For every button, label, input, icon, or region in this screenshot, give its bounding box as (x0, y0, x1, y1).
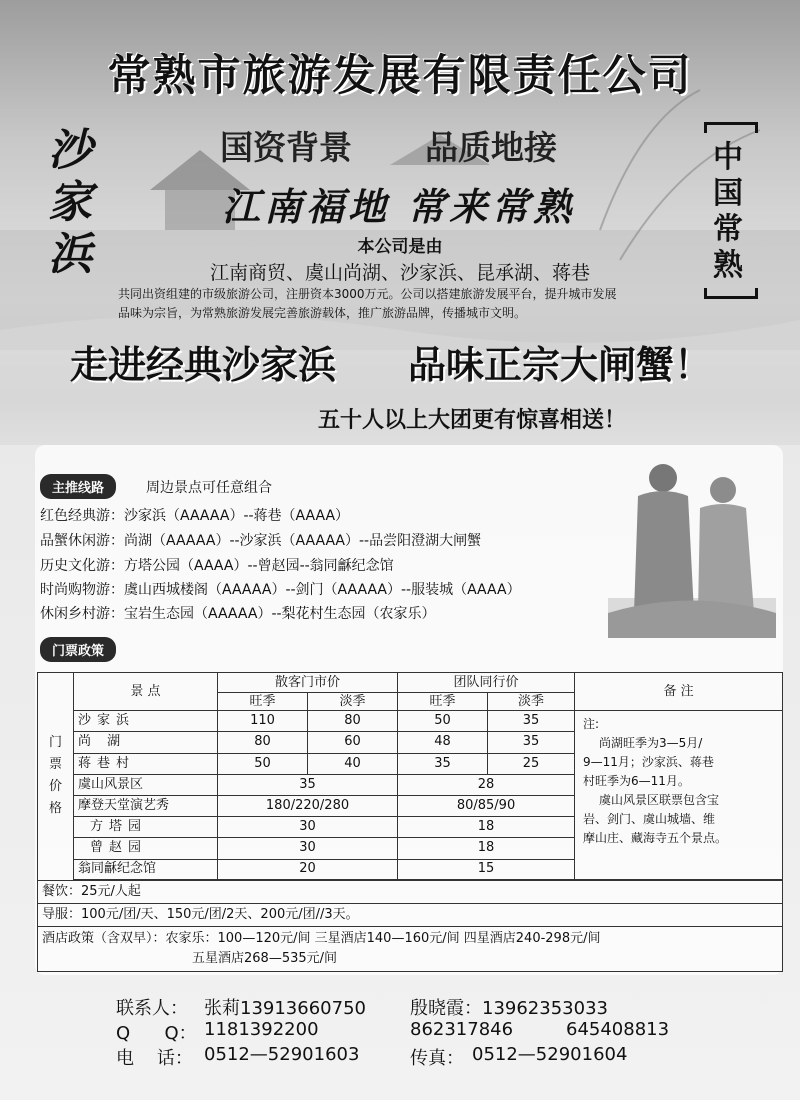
price: 60 (308, 732, 398, 753)
price: 28 (398, 774, 575, 795)
intro-line-2: 江南商贸、虞山尚湖、沙家浜、昆承湖、蒋巷 (209, 262, 590, 284)
note-line: 岩、剑门、虞山城墙、维 (583, 812, 716, 827)
price: 25 (488, 753, 575, 774)
ticket-side-label: 门票价格 (38, 673, 74, 881)
contact-qq-1: 1181392200 (204, 1019, 319, 1040)
route-item: 品蟹休闲游：尚湖（AAAAA）--沙家浜（AAAAA）--品尝阳澄湖大闸蟹 (40, 533, 482, 549)
contact-person-1: 张莉13913660750 (204, 998, 366, 1019)
spot-name: 翁同龢纪念馆 (74, 859, 218, 879)
guide-policy: 导服：100元/团/天、150元/团/2天、200元/团//3天。 (38, 904, 783, 927)
bracket-top (704, 122, 758, 133)
calligraphy-slogan: 江南福地 常来常熟 (222, 184, 576, 229)
slogan-quality: 品质地接 (425, 128, 557, 167)
price: 18 (398, 838, 575, 859)
spot-name: 沙家浜 (74, 711, 218, 732)
slogan-state-owned: 国资背景 (220, 128, 352, 167)
spot-name: 蒋巷村 (74, 753, 218, 774)
col-spot: 景 点 (74, 673, 218, 711)
meal-policy: 餐饮：25元/人起 (38, 880, 783, 903)
route-item: 红色经典游：沙家浜（AAAAA）--蒋巷（AAAA） (40, 508, 350, 524)
note-line: 9—11月；沙家浜、蒋巷 (583, 755, 714, 770)
price: 35 (488, 711, 575, 732)
price: 18 (398, 817, 575, 838)
headline-shajiabang: 走进经典沙家浜 (70, 343, 337, 387)
spot-name: 方塔园 (74, 817, 218, 838)
contact-label-phone: 电 话： (116, 1048, 193, 1069)
contact-phone: 0512—52901603 (204, 1044, 360, 1065)
seal-text: 中国常熟 (713, 140, 743, 283)
note-cell (575, 711, 783, 880)
hotel-policy (38, 927, 783, 972)
routes-pill: 主推线路 (40, 474, 116, 499)
group-off-header: 淡季 (488, 693, 575, 711)
retail-peak-header: 旺季 (218, 693, 308, 711)
intro-line-3: 共同出资组建的市级旅游公司，注册资本3000万元。公司以搭建旅游发展平台，提升城市发展 (118, 287, 617, 301)
col-retail: 散客门市价 (218, 673, 398, 693)
contact-fax: 0512—52901604 (472, 1044, 628, 1065)
group-peak-header: 旺季 (398, 693, 488, 711)
price: 20 (218, 859, 398, 879)
statue-image (608, 448, 776, 638)
spot-name: 尚 湖 (74, 732, 218, 753)
route-item: 休闲乡村游：宝岩生态园（AAAAA）--梨花村生态园（农家乐） (40, 606, 436, 622)
headline-crab: 品味正宗大闸蟹！ (408, 343, 713, 387)
spot-name: 摩登天堂演艺秀 (74, 795, 218, 816)
price: 30 (218, 817, 398, 838)
note-line: 村旺季为6—11月。 (583, 774, 690, 789)
price: 40 (308, 753, 398, 774)
intro-line-1: 本公司是由 (357, 237, 443, 257)
routes-note: 周边景点可任意组合 (146, 480, 272, 496)
price: 80 (218, 732, 308, 753)
price: 50 (218, 753, 308, 774)
price: 80/85/90 (398, 795, 575, 816)
note-line: 尚湖旺季为3—5月/ (599, 736, 703, 751)
note-line: 摩山庄、藏海寺五个景点。 (583, 831, 728, 846)
bracket-bottom (704, 288, 758, 299)
ticket-table (37, 672, 782, 972)
contact-label-fax: 传真： (410, 1048, 464, 1069)
price: 80 (308, 711, 398, 732)
price: 50 (398, 711, 488, 732)
col-group: 团队同行价 (398, 673, 575, 693)
spot-name: 曾赵园 (74, 838, 218, 859)
contact-label-person: 联系人： (116, 998, 188, 1019)
route-item: 历史文化游：方塔公园（AAAA）--曾赵园--翁同龢纪念馆 (40, 558, 394, 574)
price: 180/220/280 (218, 795, 398, 816)
retail-off-header: 淡季 (308, 693, 398, 711)
route-item: 时尚购物游：虞山西城楼阁（AAAAA）--剑门（AAAAA）--服装城（AAAA） (40, 582, 521, 598)
contact-person-2: 殷晓霞：13962353033 (410, 998, 608, 1019)
contact-qq-3: 645408813 (566, 1019, 670, 1040)
intro-line-4: 品味为宗旨，为常熟旅游发展完善旅游载体，推广旅游品牌，传播城市文明。 (118, 306, 527, 320)
col-note: 备 注 (575, 673, 783, 711)
price: 110 (218, 711, 308, 732)
note-line: 虞山风景区联票包含宝 (599, 793, 720, 808)
company-title: 常熟市旅游发展有限责任公司 (107, 51, 693, 101)
hotel-line-2: 五星酒店268—535元/间 (192, 951, 338, 967)
price: 48 (398, 732, 488, 753)
tickets-pill: 门票政策 (40, 637, 116, 662)
price: 15 (398, 859, 575, 879)
contact-qq-2: 862317846 (410, 1019, 514, 1040)
brand-vertical-calligraphy: 沙家浜 (48, 125, 92, 280)
spot-name: 虞山风景区 (74, 774, 218, 795)
price: 35 (398, 753, 488, 774)
promo-banner: 五十人以上大团更有惊喜相送！ (318, 408, 627, 433)
hotel-line-1: 酒店政策（含双早）：农家乐：100—120元/间 三星酒店140—160元/间 四星酒店240-298元/间 (42, 931, 601, 947)
price: 35 (488, 732, 575, 753)
note-label: 注: (583, 717, 600, 732)
price: 30 (218, 838, 398, 859)
contact-label-qq: Q Q： (116, 1023, 197, 1044)
price: 35 (218, 774, 398, 795)
